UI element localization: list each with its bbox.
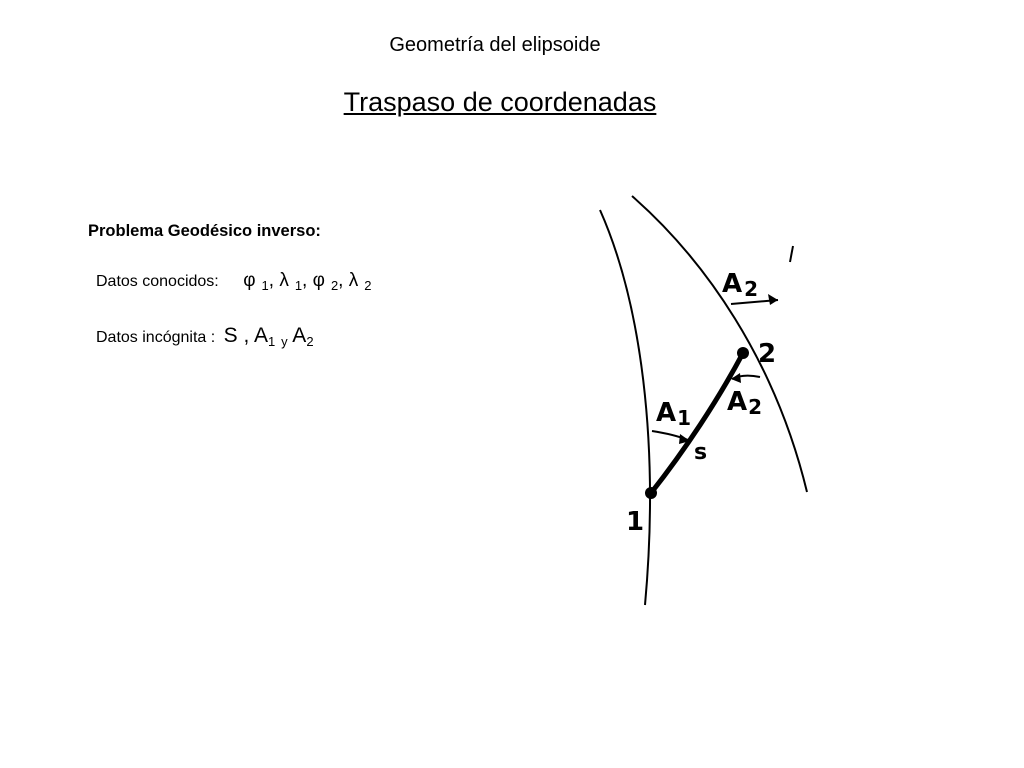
phi-symbol: φ: [243, 270, 256, 291]
label-a2-bottom: A2: [727, 387, 763, 419]
lambda-symbol: λ: [279, 270, 289, 291]
label-a1: A1: [656, 398, 692, 430]
lambda-sub-2: 2: [364, 278, 372, 293]
unknown-data-values: S , $A_1$ $_y$ $A_2$: [223, 324, 314, 349]
meridian-1: [600, 210, 650, 605]
conjunction: y: [281, 334, 288, 349]
page-heading: Geometría del elipsoide: [389, 34, 601, 56]
phi-symbol: φ: [312, 270, 325, 291]
known-data-values: φ $_1$, λ $_1$, φ $_2$, λ $_2$: [243, 270, 372, 293]
lambda-symbol: λ: [348, 270, 359, 291]
azimuth-sub-1: 1: [268, 334, 276, 349]
unknown-data-row: [96, 324, 314, 349]
point-1-dot: [645, 487, 657, 499]
label-s: s: [694, 440, 708, 465]
geodesic-diagram: [560, 180, 840, 620]
phi-sub-1: 1: [261, 278, 269, 293]
azimuth-sub-2: 2: [306, 334, 314, 349]
unknown-data-label: Datos incógnita :: [96, 329, 216, 346]
page-title: Traspaso de coordenadas: [343, 87, 657, 117]
azimuth-symbol: A: [254, 324, 269, 347]
label-point-2: 2: [758, 339, 777, 369]
known-data-label: Datos conocidos:: [96, 273, 219, 290]
meridian-2: [632, 196, 807, 492]
lambda-sub-1: 1: [294, 278, 303, 293]
problem-label: Problema Geodésico inverso:: [88, 222, 321, 240]
distance-symbol: S: [223, 324, 238, 347]
known-data-row: [96, 270, 371, 293]
phi-sub-2: 2: [330, 278, 339, 293]
a2-top-arrowhead: [768, 294, 778, 305]
stray-mark: [790, 246, 793, 262]
label-a2-top: A 2: [722, 269, 759, 301]
label-point-1: 1: [626, 507, 645, 537]
azimuth-symbol: A: [292, 324, 307, 347]
point-2-dot: [737, 347, 749, 359]
